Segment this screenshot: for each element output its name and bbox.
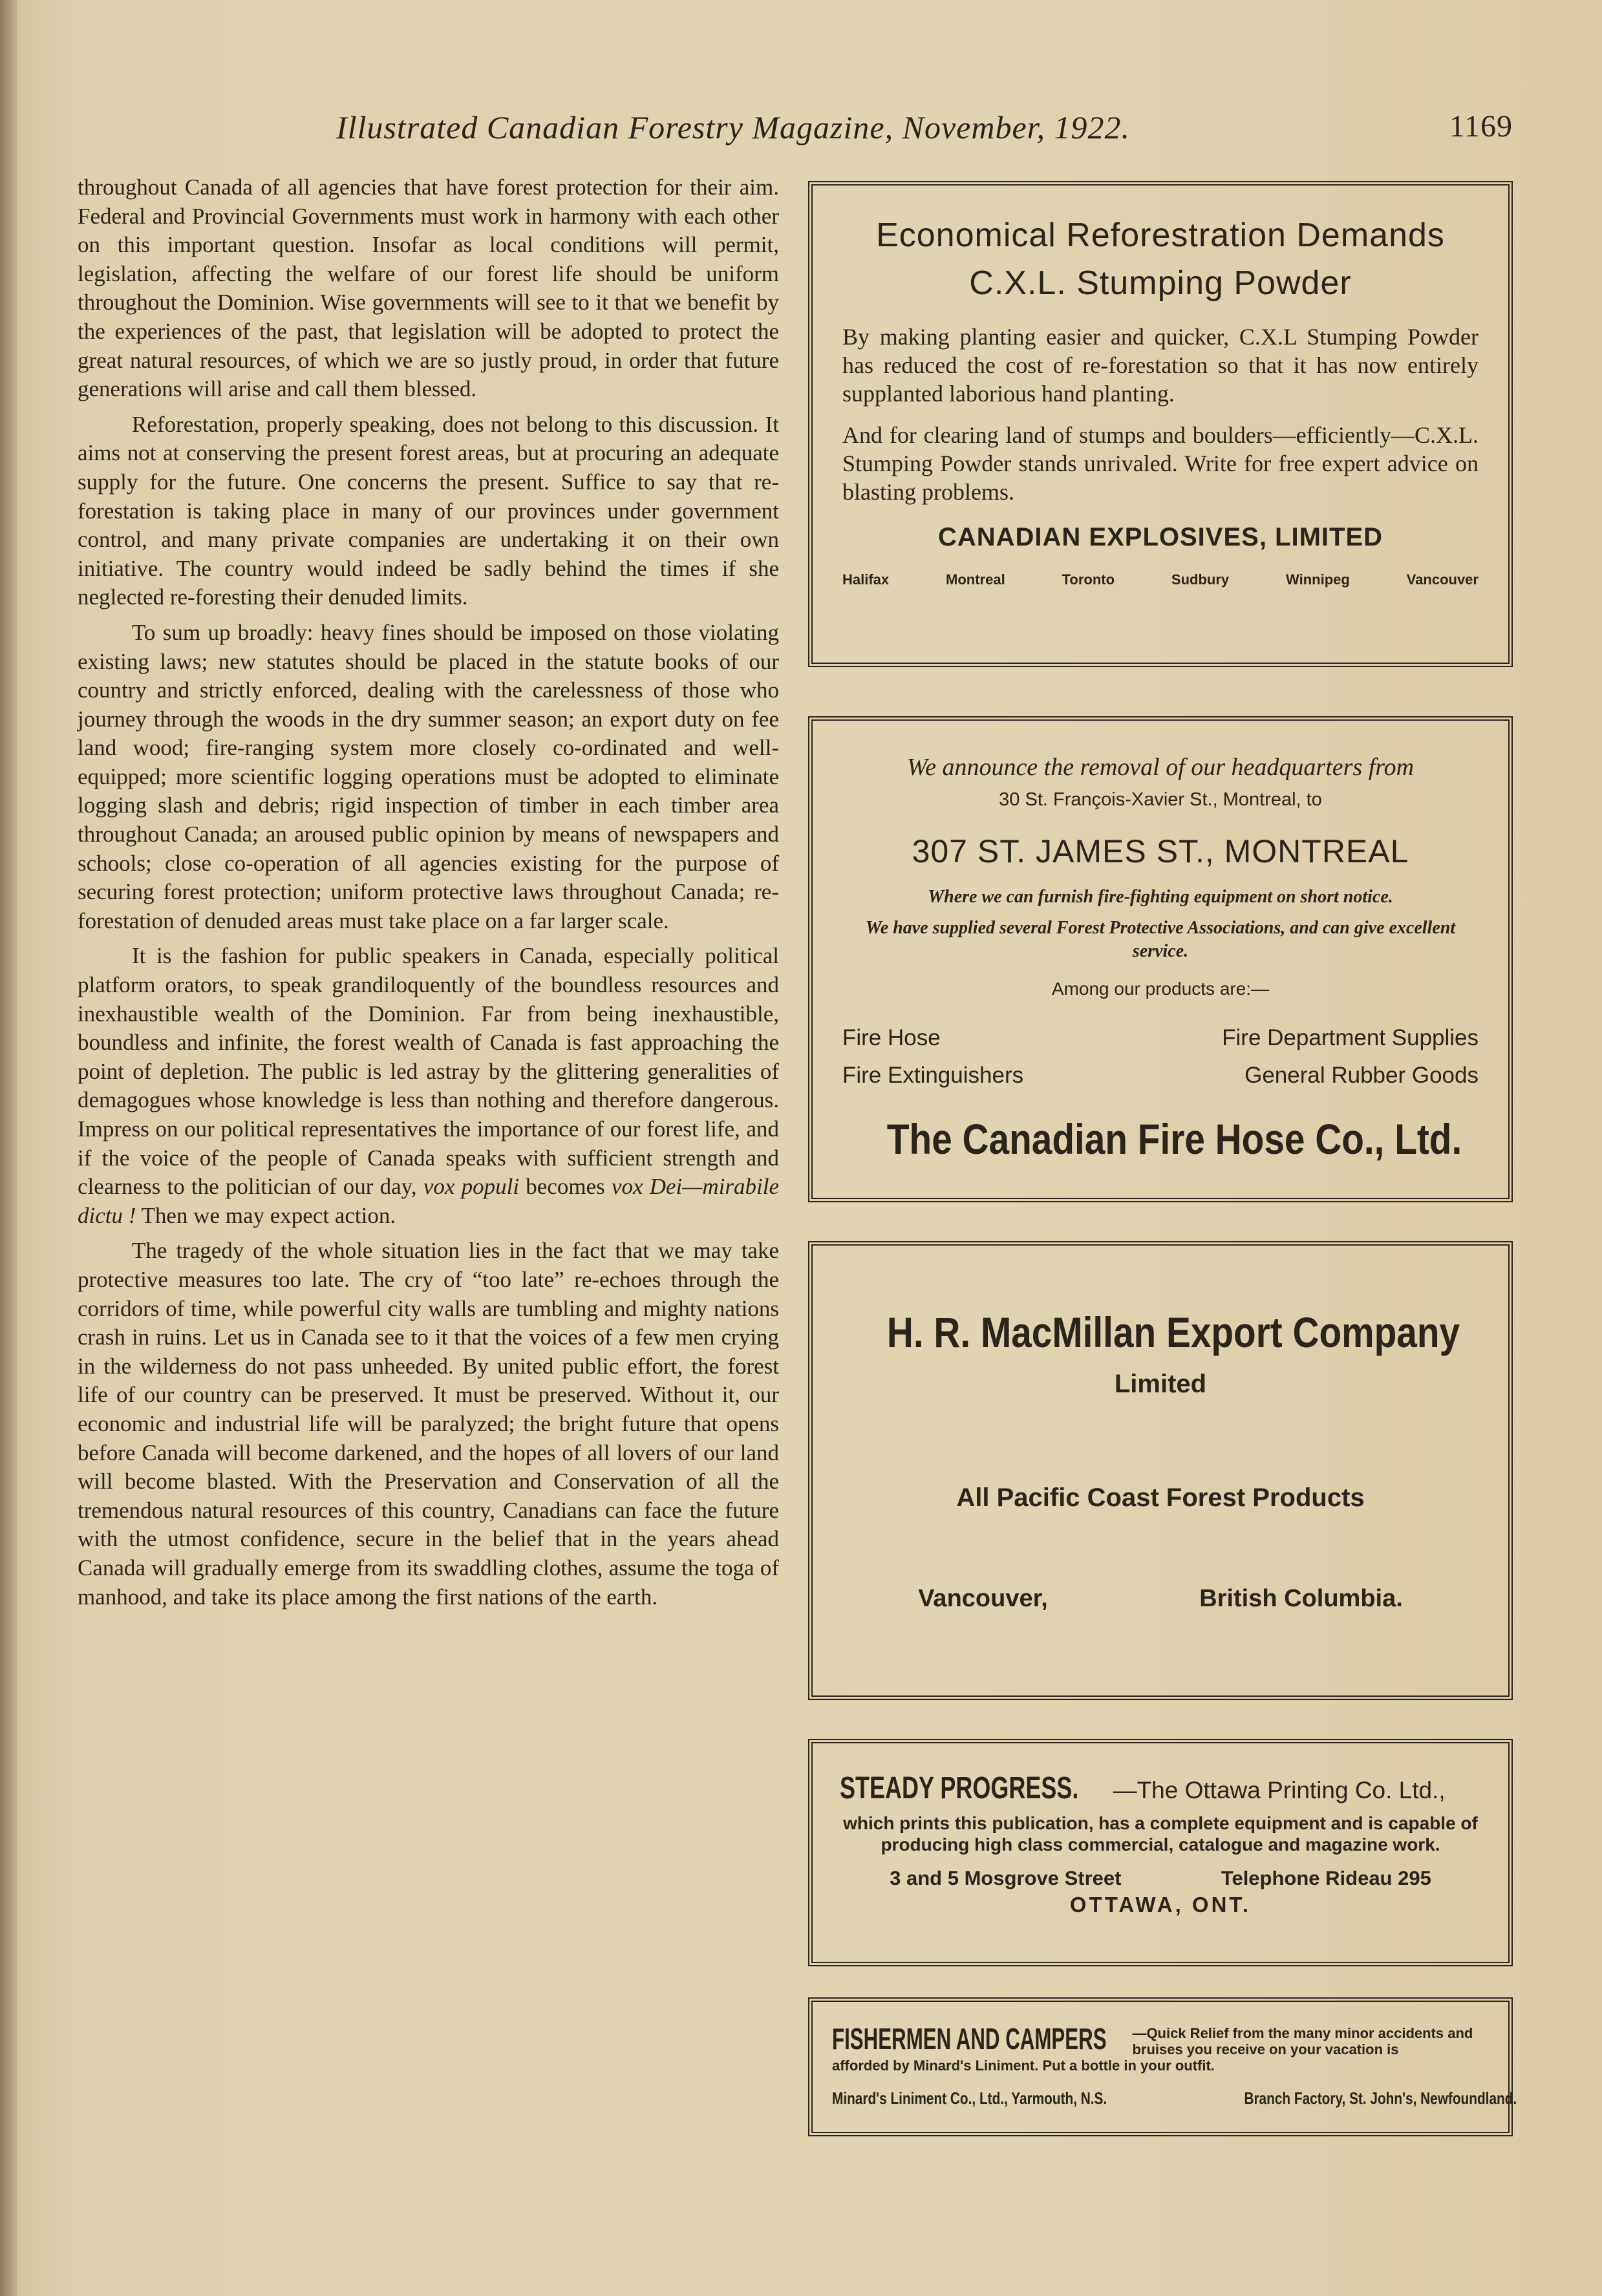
ad-announce: We announce the removal of our headquarters from bbox=[906, 754, 1415, 781]
product-item: Fire Hose bbox=[842, 1025, 941, 1050]
article-column bbox=[78, 173, 779, 2145]
latin-phrase: vox Dei—mirabile dictu ! bbox=[78, 1174, 780, 1228]
latin-connector: becomes bbox=[519, 1174, 612, 1200]
article-paragraph: It is the fashion for public speakers in Canada, especially political platform orators, to speak grandiloquently of the boundless resources and inexhaustible wealth of the Dominion. Far from being inexhaustible, boundless and infinite, the forest wealth of Canada is fast approaching the point of depletion. The public is led astray by the glittering generalities of demagogues whose knowledge is less than nothing and therefore dangerous. Impress on our political representatives the importance of our forest life, and if the voice of the people of Canada speaks with sufficient strength and clearness to the politician of our day, bbox=[78, 943, 779, 1200]
ad-macmillan-export bbox=[808, 1241, 1513, 1700]
ad-location bbox=[842, 1585, 1479, 1613]
ad-heading: Economical Reforestration Demands bbox=[876, 217, 1445, 254]
running-header bbox=[336, 109, 1513, 154]
ad-product-grid bbox=[842, 1025, 1479, 1089]
ad-company: CANADIAN EXPLOSIVES, LIMITED bbox=[937, 523, 1383, 551]
city: Sudbury bbox=[1171, 571, 1230, 588]
article-paragraph: Reforestation, properly speaking, does not belong to this discussion. It aims not at conserving the present forest areas, but at procuring an adequate supply for the future. One concerns the present. Suffice to say that re-forestation is taking place in many of our provinces under government control, and many private companies are undertaking it on their own initiative. The country would indeed be sadly behind the times if she neglected re-foresting their denuded limits. bbox=[78, 411, 779, 610]
ad-cxl-stumping-powder bbox=[808, 181, 1513, 667]
ad-products: All Pacific Coast Forest Products bbox=[956, 1483, 1365, 1512]
city: Toronto bbox=[1062, 571, 1115, 588]
ad-new-address: 307 ST. JAMES ST., MONTREAL bbox=[912, 833, 1409, 869]
product-item: Fire Department Supplies bbox=[1222, 1025, 1479, 1050]
page-spine-shadow bbox=[0, 0, 17, 2296]
ad-company-suffix: Limited bbox=[1114, 1370, 1207, 1398]
ad-body: which prints this publication, has a complete equipment and is capable of producing high class commercial, catalogue and magazine work. bbox=[843, 1813, 1478, 1855]
ad-body-paragraph: By making planting easier and quicker, C.X.L Stumping Powder has reduced the cost of re-forestation so that it has now entirely supplanted laborious hand planting. bbox=[842, 324, 1479, 407]
ad-contact bbox=[840, 1867, 1481, 1890]
ad-minards-liniment bbox=[808, 1997, 1517, 2136]
province: British Columbia. bbox=[1199, 1585, 1403, 1612]
ad-company: H. R. MacMillan Export Company bbox=[886, 1308, 1460, 1356]
ad-phone: Telephone Rideau 295 bbox=[1221, 1867, 1431, 1889]
magazine-title: Illustrated Canadian Forestry Magazine, November, 1922. bbox=[336, 109, 1131, 145]
ad-branch: Branch Factory, St. John's, Newfoundland. bbox=[1243, 2089, 1517, 2108]
page-number: 1169 bbox=[1449, 109, 1513, 144]
ad-company: The Canadian Fire Hose Co., Ltd. bbox=[886, 1115, 1462, 1163]
ad-company: Minard's Liniment Co., Ltd., Yarmouth, N.S. bbox=[832, 2089, 1107, 2108]
ad-products-intro: Among our products are:— bbox=[1051, 979, 1270, 999]
ad-lead: FISHERMEN AND CAMPERS bbox=[832, 2022, 1107, 2056]
ad-lead-line bbox=[832, 2021, 1489, 2057]
city: Vancouver, bbox=[918, 1585, 1048, 1612]
article-paragraph: The tragedy of the whole situation lies in the fact that we may take protective measures too late. The cry of “too late” re-echoes through the corridors of time, while powerful city walls are tumbling and mighty nations crash in ruins. Let us in Canada see to it that the voices of a few men crying in the wilderness do not pass unheeded. By united public effort, the forest life of our country can be preserved. It must be preserved. Without it, our economic and industrial life will be paralyzed; the bright future that opens before Canada will become darkened, and the hopes of all lovers of our land will become blasted. With the Preservation and Conservation of all the tremendous natural resources of this country, Canadians can face the future with the utmost confidence, secure in the belief that in the years ahead Canada will gradually emerge from its swaddling clothes, assume the toga of manhood, and take its place among the first nations of the earth. bbox=[78, 1238, 779, 1610]
ad-footer bbox=[832, 2089, 1517, 2109]
city: Vancouver bbox=[1406, 571, 1479, 588]
article-paragraph: throughout Canada of all agencies that have forest protection for their aim. Federal and Provincial Governments must work in harmony with each other on this important question. Insofar as local conditions will permit, legislation, affecting the welfare of our forest life should be uniform throughout the Dominion. Wise governments will see to it that we benefit by the experiences of the past, that legislation will be adopted to protect the great natural resources, of which we are so justly proud, in order that future generations will arise and call them blessed. bbox=[78, 175, 779, 402]
latin-phrase: vox populi bbox=[423, 1174, 520, 1200]
ad-ottawa-printing bbox=[808, 1739, 1513, 1966]
city: Halifax bbox=[842, 571, 890, 588]
ad-address: 3 and 5 Mosgrove Street bbox=[890, 1867, 1122, 1889]
city: Montreal bbox=[946, 571, 1005, 588]
product-item: Fire Extinguishers bbox=[842, 1063, 1024, 1088]
ad-canadian-fire-hose bbox=[808, 716, 1513, 1202]
ad-body-paragraph: And for clearing land of stumps and boulders—efficiently—C.X.L. Stumping Powder stands unrivaled. Write for free expert advice on blasting problems. bbox=[842, 422, 1479, 505]
latin-tail: Then we may expect action. bbox=[136, 1202, 396, 1228]
article-paragraph-latin bbox=[78, 942, 779, 1230]
ad-city: OTTAWA, ONT. bbox=[1069, 1893, 1252, 1917]
product-item: General Rubber Goods bbox=[1244, 1063, 1479, 1088]
ad-tagline: Where we can furnish fire-fighting equipment on short notice. bbox=[928, 887, 1393, 907]
ad-old-address: 30 St. François-Xavier St., Montreal, to bbox=[999, 789, 1322, 810]
ad-lead-line bbox=[840, 1770, 1481, 1806]
ad-body bbox=[842, 323, 1479, 506]
article-paragraph: To sum up broadly: heavy fines should be imposed on those violating existing laws; new statutes should be placed in the statute books of our country and strictly enforced, dealing with the carelessness of those who journey through the woods in the dry summer season; an export duty on fee land wood; fire-ranging system more closely co-ordinated and well-equipped; more scientific logging operations must be adopted to eliminate logging slash and debris; rigid inspection of timber in each timber area throughout Canada; an aroused public opinion by means of newspapers and schools; close co-operation of all agencies existing for the purpose of securing forest protection; uniform protective laws throughout Canada; re-forestation of denuded areas must take place on a far larger scale. bbox=[78, 619, 779, 933]
ad-text: —Quick Relief from the many minor accidents and bruises you receive on your vacation is bbox=[1132, 2025, 1473, 2057]
ad-lead-rest: —The Ottawa Printing Co. Ltd., bbox=[1113, 1777, 1446, 1803]
ad-supplied: We have supplied several Forest Protective Associations, and can give excellent service. bbox=[865, 918, 1456, 961]
ad-city-list bbox=[842, 571, 1479, 588]
city: Winnipeg bbox=[1286, 571, 1350, 588]
ad-text: afforded by Minard's Liniment. Put a bottle in your outfit. bbox=[832, 2057, 1215, 2074]
ad-lead: STEADY PROGRESS. bbox=[840, 1771, 1079, 1805]
ad-heading: C.X.L. Stumping Powder bbox=[969, 264, 1352, 302]
